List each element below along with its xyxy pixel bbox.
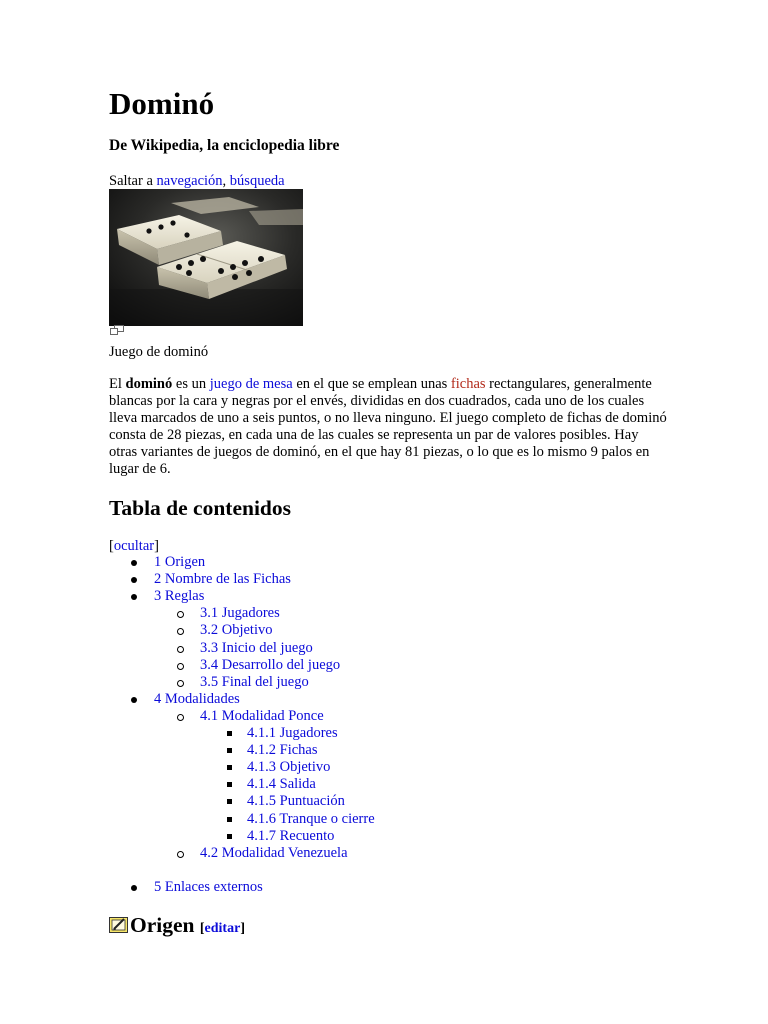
link-fichas[interactable]: fichas — [450, 376, 486, 392]
toc-item-link[interactable]: 1 Origen — [154, 554, 206, 570]
link-juego-de-mesa[interactable]: juego de mesa — [209, 376, 293, 392]
toc-bullet — [177, 714, 184, 721]
page-title: Dominó — [109, 86, 215, 121]
toc-bullet — [227, 782, 232, 787]
toc-item-link[interactable]: 4.1.1 Jugadores — [247, 725, 338, 741]
edit-open: [ — [199, 921, 205, 936]
toc-bullet — [177, 628, 184, 635]
toc-bullet — [177, 851, 184, 858]
toc-item-link[interactable]: 2 Nombre de las Fichas — [154, 571, 291, 588]
toc-toggle — [109, 537, 159, 555]
section-edit — [200, 921, 245, 936]
toc-item-link[interactable]: 4.1.3 Objetivo — [247, 759, 331, 776]
toc-bullet — [227, 731, 232, 736]
toc-bullet — [177, 611, 184, 618]
intro-text-1: El — [109, 376, 126, 392]
toc-bullet — [131, 697, 137, 703]
jump-prefix: Saltar a — [109, 173, 157, 189]
toc-bullet — [227, 765, 232, 770]
toc-item-link[interactable]: 4 Modalidades — [154, 690, 240, 707]
toc-bullet — [177, 663, 184, 670]
toc-hide-link[interactable]: ocultar — [113, 538, 155, 554]
toc-item-link[interactable]: 3 Reglas — [154, 588, 205, 605]
edit-pencil-icon[interactable] — [109, 916, 129, 933]
toc-item-link[interactable]: 4.1.4 Salida — [247, 776, 316, 793]
toc-bullet — [227, 817, 232, 822]
intro-text-2: es un — [172, 376, 210, 392]
edit-section-link[interactable]: editar — [204, 921, 241, 936]
jump-separator: , — [222, 173, 230, 189]
toc-bullet — [227, 834, 232, 839]
toc-item-link[interactable]: 3.5 Final del juego — [200, 673, 309, 690]
toc-item-link[interactable]: 3.2 Objetivo — [200, 622, 273, 639]
jump-search-link[interactable]: búsqueda — [229, 173, 285, 189]
edit-close: ] — [240, 921, 245, 936]
toc-item-link[interactable]: 3.3 Inicio del juego — [200, 639, 313, 656]
intro-paragraph — [109, 376, 669, 478]
jump-navigation-link[interactable]: navegación — [156, 173, 223, 189]
image-caption: Juego de dominó — [109, 344, 209, 360]
toc-bullet — [227, 748, 232, 753]
toc-bullet — [131, 577, 137, 583]
toc-item-link[interactable]: 4.1.2 Fichas — [247, 742, 318, 759]
toc-item-link[interactable]: 3.4 Desarrollo del juego — [200, 656, 341, 673]
toc-item-link[interactable]: 5 Enlaces externos — [154, 878, 263, 895]
toc-item-link[interactable]: 4.2 Modalidad Venezuela — [200, 844, 348, 861]
toc-item-link[interactable]: 4.1.5 Puntuación — [247, 793, 345, 810]
domino-photo[interactable] — [109, 189, 303, 326]
toc-bullet — [131, 594, 137, 600]
toc-item-link[interactable]: 4.1.6 Tranque o cierre — [247, 810, 375, 827]
toc-bullet — [177, 646, 184, 653]
toc-bullet — [227, 799, 232, 804]
section-heading-origen — [109, 911, 245, 943]
toc-heading: Tabla de contenidos — [109, 496, 292, 520]
toc-toggle-open: [ — [109, 538, 114, 554]
toc-toggle-close: ] — [154, 538, 159, 554]
toc-bullet — [131, 560, 137, 566]
magnify-icon[interactable] — [110, 325, 124, 335]
toc-item-link[interactable]: 4.1.7 Recuento — [247, 827, 335, 844]
jump-links — [109, 172, 285, 190]
intro-text-3: en el que se emplean unas — [292, 376, 451, 392]
section-title: Origen — [130, 913, 195, 937]
page-tagline: De Wikipedia, la enciclopedia libre — [109, 137, 340, 154]
toc-bullet — [131, 885, 137, 891]
toc-bullet — [177, 680, 184, 687]
toc-item-link[interactable]: 3.1 Jugadores — [200, 605, 280, 622]
intro-bold-term: dominó — [125, 376, 173, 392]
intro-text-4: rectangulares, generalmente blancas por la cara y negras por el envés, divididas en dos cuadrados, cada uno de los cuales lleva marcados de uno a seis puntos, o no lleva ninguno. El juego completo de fichas de dominó consta de 28 piezas, en cada una de las cuales se representa un par de valores posibles. Hay otras variantes de juegos de dominó, en el que hay 81 piezas, o lo que es lo mismo 9 palos en lugar de 6. — [109, 376, 667, 477]
toc-item-link[interactable]: 4.1 Modalidad Ponce — [200, 707, 324, 724]
